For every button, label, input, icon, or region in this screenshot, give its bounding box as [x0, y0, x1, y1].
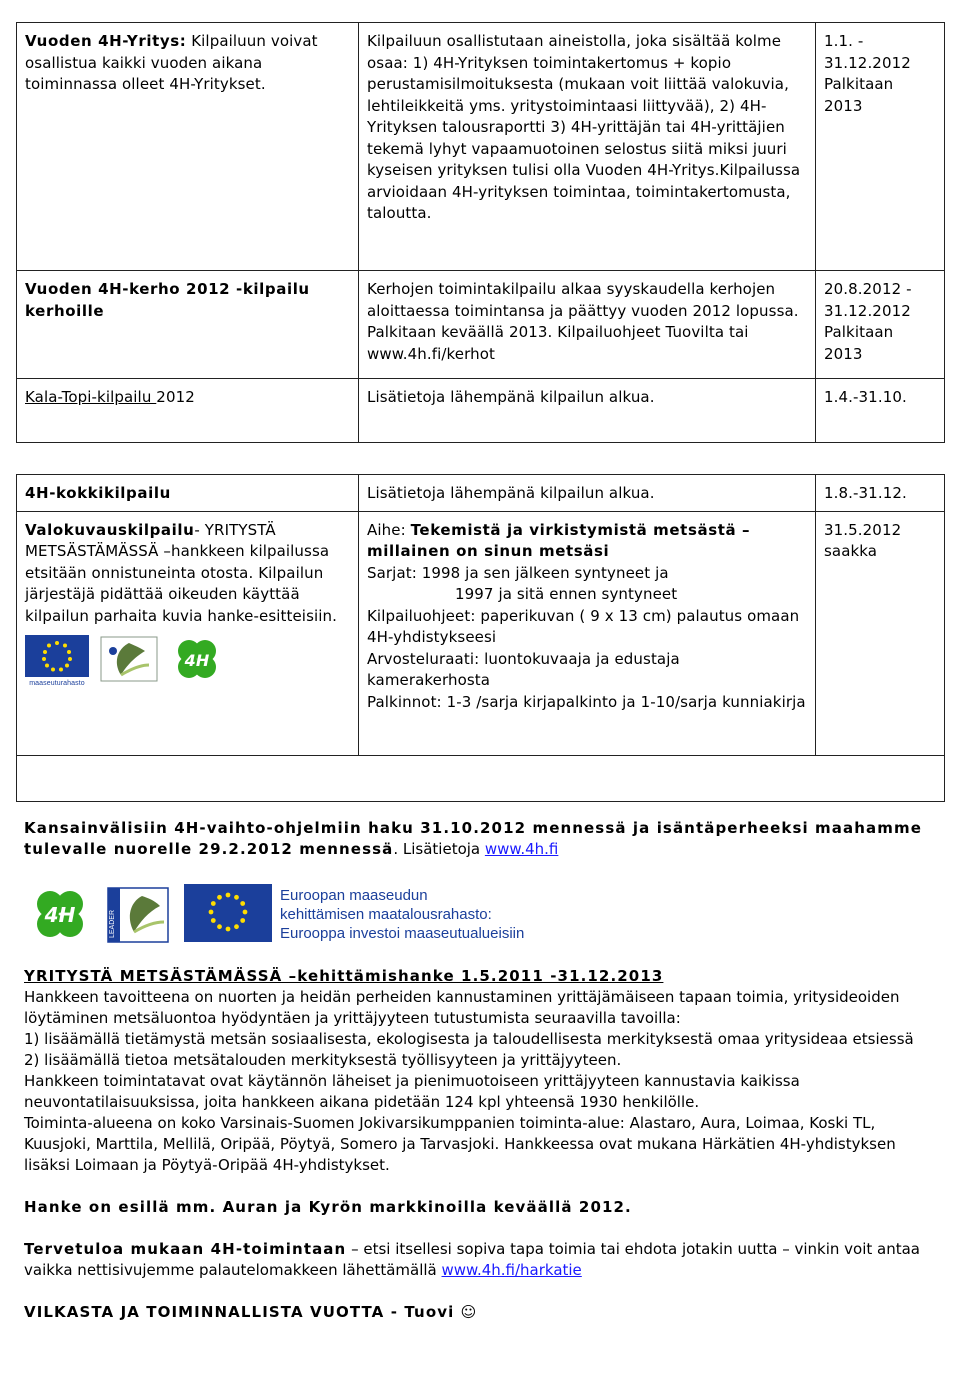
- closing-greeting: VILKASTA JA TOIMINNALLISTA VUOTTA - Tuovi ☺: [24, 1303, 478, 1321]
- empty-row: [17, 755, 945, 801]
- funding-logos: [28, 882, 936, 944]
- svg-text:4H: 4H: [44, 903, 76, 927]
- competition-name-cell: [17, 271, 359, 379]
- date-line: 2013: [824, 344, 863, 363]
- table-row: [17, 23, 945, 271]
- project-paragraph: Hankkeen toimintatavat ovat käytännön läheiset ja pienimuotoiseen yrittäjyyteen kannustavia kaikissa neuvontatilaisuuksissa, joita hankkeen aikana pidetään 124 kpl yhteensä 1930 henkilölle.: [24, 1072, 800, 1111]
- date-line: 31.12.2012: [824, 53, 911, 72]
- fairs-notice: Hanke on esillä mm. Auran ja Kyrön markkinoilla keväällä 2012.: [24, 1198, 632, 1216]
- svg-text:4H: 4H: [184, 651, 210, 670]
- competition-name-cell: [17, 379, 359, 443]
- welcome-paragraph: Tervetuloa mukaan 4H-toimintaan – etsi itsellesi sopiva tapa toimia tai ehdota jotakin uutta – vinkin voit antaa vaikka nettisivujemme palautelomakkeen lähettämällä www.4h.fi/harkatie: [24, 1240, 921, 1279]
- project-title: YRITYSTÄ METSÄSTÄMÄSSÄ –kehittämishanke 1.5.2011 -31.12.2013: [24, 967, 664, 985]
- table-spacer: [17, 443, 945, 475]
- exchange-link[interactable]: www.4h.fi: [484, 840, 559, 858]
- date-line: Palkitaan: [824, 323, 894, 341]
- leader-logo: [99, 635, 159, 687]
- date-line: Palkitaan: [824, 75, 894, 93]
- table-row: [17, 475, 945, 512]
- competition-name: Vuoden 4H-Yritys:: [25, 32, 187, 50]
- svg-text:kehittämisen maatalousrahasto:: kehittämisen maatalousrahasto:: [280, 906, 492, 923]
- competition-eligibility: Kilpailuun voivat osallistua kaikki vuoden aikana toiminnassa olleet 4H-Yritykset.: [25, 32, 318, 93]
- competition-dates: 1.4.-31.10.: [816, 379, 945, 443]
- theme-title: Tekemistä ja virkistymistä metsästä – millainen on sinun metsäsi: [367, 520, 751, 560]
- project-paragraph: Toiminta-alueena on koko Varsinais-Suomen Jokivarsikumppanien toiminta-alue: Alastaro, Aura, Loimaa, Koski TL, Kuusjoki, Marttila, Mellilä, Oripää, Pöytyä, Somero ja Tarvasjoki. Hankkeessa ovat mukana Härkätien 4H-yhdistyksen lisäksi Loimaan ja Pöytyä-Oripää 4H-yhdistykset.: [24, 1114, 896, 1174]
- bottom-section: [24, 818, 936, 1323]
- competition-eligibility: - YRITYSTÄ METSÄSTÄMÄSSÄ –hankkeen kilpailussa etsitään onnistuneinta otosta. Kilpailun järjestäjä pidättää oikeuden käyttää kilpailun parhaita kuvia hanke-esitteisiin.: [25, 520, 338, 625]
- table-row: [17, 271, 945, 379]
- competition-description: Lisätietoja lähempänä kilpailun alkua.: [359, 475, 816, 512]
- instructions: Kilpailuohjeet: paperikuvan ( 9 x 13 cm) palautus omaan 4H-yhdistykseesi: [367, 606, 800, 646]
- project-paragraph: Hankkeen tavoitteena on nuorten ja heidän perheiden kannustaminen yrittäjämäiseen tapaan toimia, yritysideoiden löytäminen metsäluontoa hyödyntäen ja yrittäjyyteen tutustumista seuraavilla tavoilla:: [24, 988, 900, 1027]
- competition-dates: [816, 271, 945, 379]
- date-line: saakka: [824, 542, 878, 560]
- svg-text:Euroopan maaseudun: Euroopan maaseudun: [280, 887, 428, 904]
- competition-name: 4H-kokkikilpailu: [25, 484, 171, 502]
- date-line: 31.5.2012: [824, 520, 902, 539]
- theme-label: Aihe:: [367, 520, 411, 539]
- project-paragraph: 1) lisäämällä tietämystä metsän sosiaalisesta, ekologisesta ja taloudellisesta merkityksestä omaa yritysideaa etsiessä: [24, 1030, 914, 1048]
- competition-description: Kilpailuun osallistutaan aineistolla, joka sisältää kolme osaa: 1) 4H-Yrityksen toimintakertomus + kopio perustamisilmoituksesta (mukaan voit liittää valokuvia, lehtileikkeitä yms. yritystoimintaasi liittyvää), 2) 4H-Yrityksen talousraportti 3) 4H-yrittäjän tai 4H-yrittäjien tekemä lyhyt vapaamuotoinen selostus siitä miksi juuri kyseisen yrityksen tulisi olla Vuoden 4H-Yritys.Kilpailussa arvioidaan 4H-yrityksen toimintaa, toimintakertomusta, taloutta.: [359, 23, 816, 271]
- date-line: 2013: [824, 96, 863, 115]
- exchange-deadlines: Kansainvälisiin 4H-vaihto-ohjelmiin haku 31.10.2012 mennessä ja isäntäperheeksi maahamme tulevalle nuorelle 29.2.2012 mennessä: [24, 819, 922, 858]
- signature: Tuovi ☺: [404, 1303, 478, 1321]
- feedback-link[interactable]: www.4h.fi/harkatie: [441, 1261, 582, 1279]
- 4h-clover-logo: [28, 886, 92, 944]
- competition-dates: [816, 23, 945, 271]
- table-row: [17, 379, 945, 443]
- competition-description: [359, 511, 816, 755]
- date-line: 31.12.2012: [824, 301, 911, 320]
- sponsor-logos: [25, 635, 350, 687]
- table-row: [17, 511, 945, 755]
- date-line: 1.1. -: [824, 32, 864, 50]
- svg-text:maaseuturahasto: maaseuturahasto: [29, 680, 85, 687]
- competition-name: Valokuvauskilpailu: [25, 520, 195, 539]
- competition-description: Kerhojen toimintakilpailu alkaa syyskaudella kerhojen aloittaessa toimintansa ja päättyy vuoden 2012 lopussa. Palkitaan keväällä 2013. Kilpailuohjeet Tuovilta tai www.4h.fi/kerhot: [359, 271, 816, 379]
- date-line: 20.8.2012 -: [824, 280, 912, 298]
- project-paragraph: 2) lisäämällä tietoa metsätalouden merkityksestä työllisyyteen ja yrittäjyyteen.: [24, 1051, 622, 1069]
- svg-text:Eurooppa investoi maaseutualue: Eurooppa investoi maaseutualueisiin: [280, 925, 525, 942]
- series-line: Sarjat: 1998 ja sen jälkeen syntyneet ja: [367, 563, 669, 582]
- prizes: Palkinnot: 1-3 /sarja kirjapalkinto ja 1-10/sarja kunniakirja: [367, 692, 806, 711]
- svg-text:LEADER: LEADER: [109, 909, 116, 938]
- competition-name: Vuoden 4H-kerho 2012 -kilpailu kerhoille: [25, 280, 310, 320]
- jury: Arvosteluraati: luontokuvaaja ja edustaja kamerakerhosta: [367, 649, 680, 689]
- competition-name: Kala-Topi-kilpailu: [25, 388, 157, 406]
- eu-rural-fund-banner: [184, 882, 564, 944]
- competition-dates: [816, 511, 945, 755]
- competition-description: Lisätietoja lähempänä kilpailun alkua.: [359, 379, 816, 443]
- exchange-notice: Kansainvälisiin 4H-vaihto-ohjelmiin haku 31.10.2012 mennessä ja isäntäperheeksi maahamme tulevalle nuorelle 29.2.2012 mennessä. Lisätietoja www.4h.fi: [24, 819, 922, 858]
- competition-dates: 1.8.-31.12.: [816, 475, 945, 512]
- leader-logo: [106, 886, 170, 944]
- competitions-table: [16, 22, 945, 802]
- eu-flag-logo: [25, 635, 89, 687]
- competition-year: 2012: [156, 388, 195, 406]
- competition-name-cell: [17, 23, 359, 271]
- competition-name-cell: [17, 475, 359, 512]
- competition-name-cell: [17, 511, 359, 755]
- series-line: 1997 ja sitä ennen syntyneet: [455, 585, 678, 603]
- 4h-clover-logo: [169, 635, 225, 687]
